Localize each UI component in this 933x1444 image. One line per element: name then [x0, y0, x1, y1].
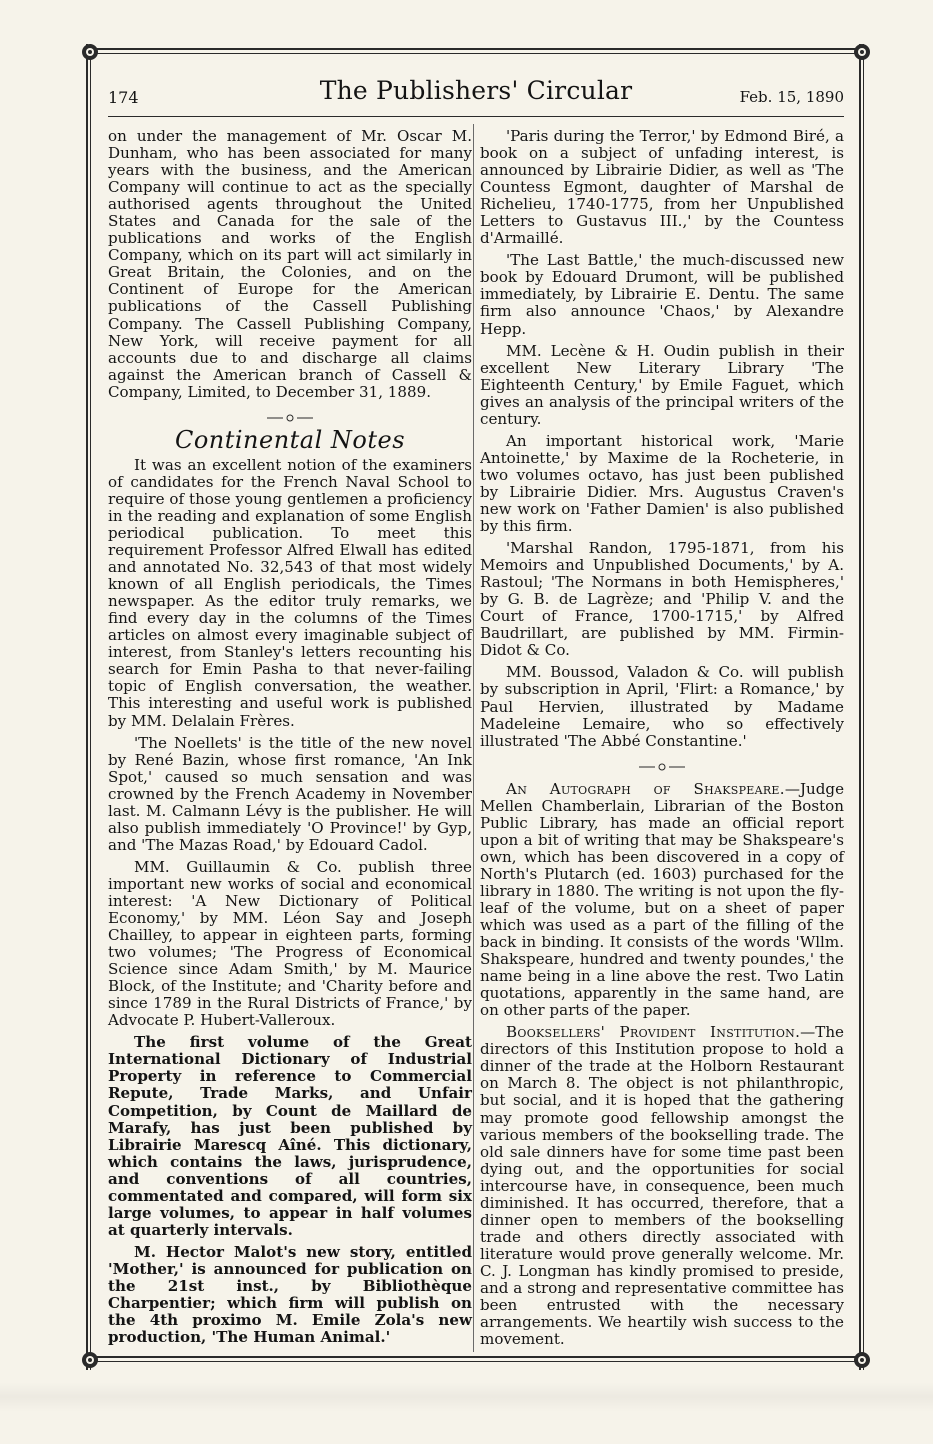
article-paragraph: 'The Last Battle,' the much-discussed new book by Edouard Drumont, will be published immediately, by Librairie E. Dentu. The same firm also announce 'Chaos,' by Alexandre Hepp.: [480, 251, 844, 338]
issue-date: Feb. 15, 1890: [739, 88, 844, 106]
border-top-rule: [90, 48, 865, 56]
publication-title: The Publishers' Circular: [319, 76, 633, 105]
section-heading: Continental Notes: [174, 425, 406, 454]
section-separator-ornament: [108, 411, 472, 426]
corner-ornament-icon: [79, 41, 101, 63]
article-paragraph: 'Paris during the Terror,' by Edmond Biré, a book on a subject of unfading interest, is announced by Librairie Didier, as well as 'The Countess Egmont, daughter of Marshal de Richelieu, 1740-1775, from her Unpublished Letters to Gustavus III.,' by the Countess d'Armaillé.: [480, 127, 844, 248]
section-separator-ornament: [480, 760, 844, 775]
corner-ornament-icon: [851, 1349, 873, 1371]
article-paragraph: MM. Guillaumin & Co. publish three important new works of social and economical interest: 'A New Dictionary of Political Economy,' by MM. Léon Say and Joseph Chailley, to appear in eighteen parts, forming two volumes; 'The Progress of Economical Science since Adam Smith,' by M. Maurice Block, of the Institute; and 'Charity before and since 1789 in the Rural Districts of France,' by Advocate P. Hubert-Valleroux.: [108, 857, 472, 1030]
page-number: 174: [108, 88, 139, 107]
border-right-rule: [859, 44, 865, 1370]
article-paragraph: 'Marshal Randon, 1795-1871, from his Memoirs and Unpublished Documents,' by A. Rastoul; 'The Normans in both Hemispheres,' by G. B. de Lagrèze; and 'Philip V. and the Court of France, 1700-1715,' by Alfred Baudrillart, are published by MM. Firmin-Didot & Co.: [480, 539, 844, 660]
article-paragraph: MM. Boussod, Valadon & Co. will publish by subscription in April, 'Flirt: a Romance,' by Paul Hervien, illustrated by Madame Madeleine Lemaire, who so effectively illustrated 'The Abbé Constantine.': [480, 663, 844, 750]
news-item-shakspeare: [480, 781, 844, 1020]
border-bottom-rule: [90, 1356, 865, 1364]
news-item-body: —Judge Mellen Chamberlain, Librarian of the Boston Public Library, has made an official report upon a bit of writing that may be Shakspeare's own, which has been discovered in a copy of North's Plutarch (ed. 1603) purchased for the library in 1880. The writing is not upon the fly-leaf of the volume, but on a sheet of paper which was used as a part of the filling of the back in binding. It consists of the words 'Wllm. Shakspeare, hundred and twenty poundes,' the name being in a line above the rest. Two Latin quotations, apparently in the same hand, are on other parts of the paper.: [480, 779, 844, 1020]
article-paragraph: on under the management of Mr. Oscar M. Dunham, who has been associated for many years with the business, and the American Company will continue to act as the specially authorised agents throughout the United States and Canada for the sale of the publications and works of the English Company, which on its part will act similarly in Great Britain, the Colonies, and on the Continent of Europe for the American publications of the Cassell Publishing Company. The Cassell Publishing Company, New York, will receive payment for all accounts due to and discharge all claims against the American branch of Cassell & Company, Limited, to December 31, 1889.: [108, 127, 472, 401]
article-paragraph: M. Hector Malot's new story, entitled 'Mother,' is announced for publication on the 21st inst., by Bibliothèque Charpentier; which firm will publish on the 4th proximo M. Emile Zola's new production, 'The Human Animal.': [108, 1242, 472, 1347]
header-rule: [108, 116, 844, 117]
article-paragraph: The first volume of the Great International Dictionary of Industrial Property in reference to Commercial Repute, Trade Marks, and Unfair Competition, by Count de Maillard de Marafy, has just been published by Librairie Marescq Aîné. This dictionary, which contains the laws, jurisprudence, and conventions of all countries, commentated and compared, will form six large volumes, to appear in half volumes at quarterly intervals.: [108, 1033, 472, 1239]
column-divider: [473, 124, 474, 1352]
corner-ornament-icon: [79, 1349, 101, 1371]
page-edge-smudge: [0, 1382, 933, 1412]
corner-ornament-icon: [851, 41, 873, 63]
bold-paragraph-group: [108, 1034, 472, 1346]
border-left-rule: [86, 44, 92, 1370]
left-column: [108, 128, 472, 1351]
run-in-heading: Booksellers' Provident Institution.: [506, 1023, 801, 1042]
article-paragraph: MM. Lecène & H. Oudin publish in their excellent New Literary Library 'The Eighteenth Century,' by Emile Faguet, which gives an analysis of the principal writers of the century.: [480, 341, 844, 428]
article-paragraph: It was an excellent notion of the examiners of candidates for the French Naval School to require of those young gentlemen a proficiency in the reading and explanation of some English periodical publication. To meet this requirement Professor Alfred Elwall has edited and annotated No. 32,543 of that most widely known of all English periodicals, the Times newspaper. As the editor truly remarks, we find every day in the columns of the Times articles on almost every imaginable subject of interest, from Stanley's letters recounting his search for Emin Pasha to that never-failing topic of English conversation, the weather. This interesting and useful work is published by MM. Delalain Frères.: [108, 455, 472, 730]
article-paragraph: 'The Noellets' is the title of the new novel by René Bazin, whose first romance, 'An Ink Spot,' caused so much sensation and was crowned by the French Academy in November last. M. Calmann Lévy is the publisher. He will also publish immediately 'O Province!' by Gyp, and 'The Mazas Road,' by Edouard Cadol.: [108, 733, 472, 854]
news-item-booksellers: [480, 1024, 844, 1348]
run-in-heading: An Autograph of Shakspeare.: [506, 779, 785, 798]
right-column: [480, 128, 844, 1353]
running-header: [108, 76, 844, 108]
article-paragraph: An important historical work, 'Marie Antoinette,' by Maxime de la Rocheterie, in two volumes octavo, has just been published by Librairie Didier. Mrs. Augustus Craven's new work on 'Father Damien' is also published by this firm.: [480, 431, 844, 536]
news-item-body: —The directors of this Institution propose to hold a dinner of the trade at the Holborn Restaurant on March 8. The object is not philanthropic, but social, and it is hoped that the gathering may promote good fellowship amongst the various members of the bookselling trade. The old sale dinners have for some time past been dying out, and the opportunities for social intercourse have, in consequence, been much diminished. It has occurred, therefore, that a dinner open to members of the bookselling trade and others directly associated with literature would prove generally welcome. Mr. C. J. Longman has kindly promised to preside, and a strong and representative committee has been entrusted with the necessary arrangements. We heartily wish success to the movement.: [480, 1023, 844, 1349]
